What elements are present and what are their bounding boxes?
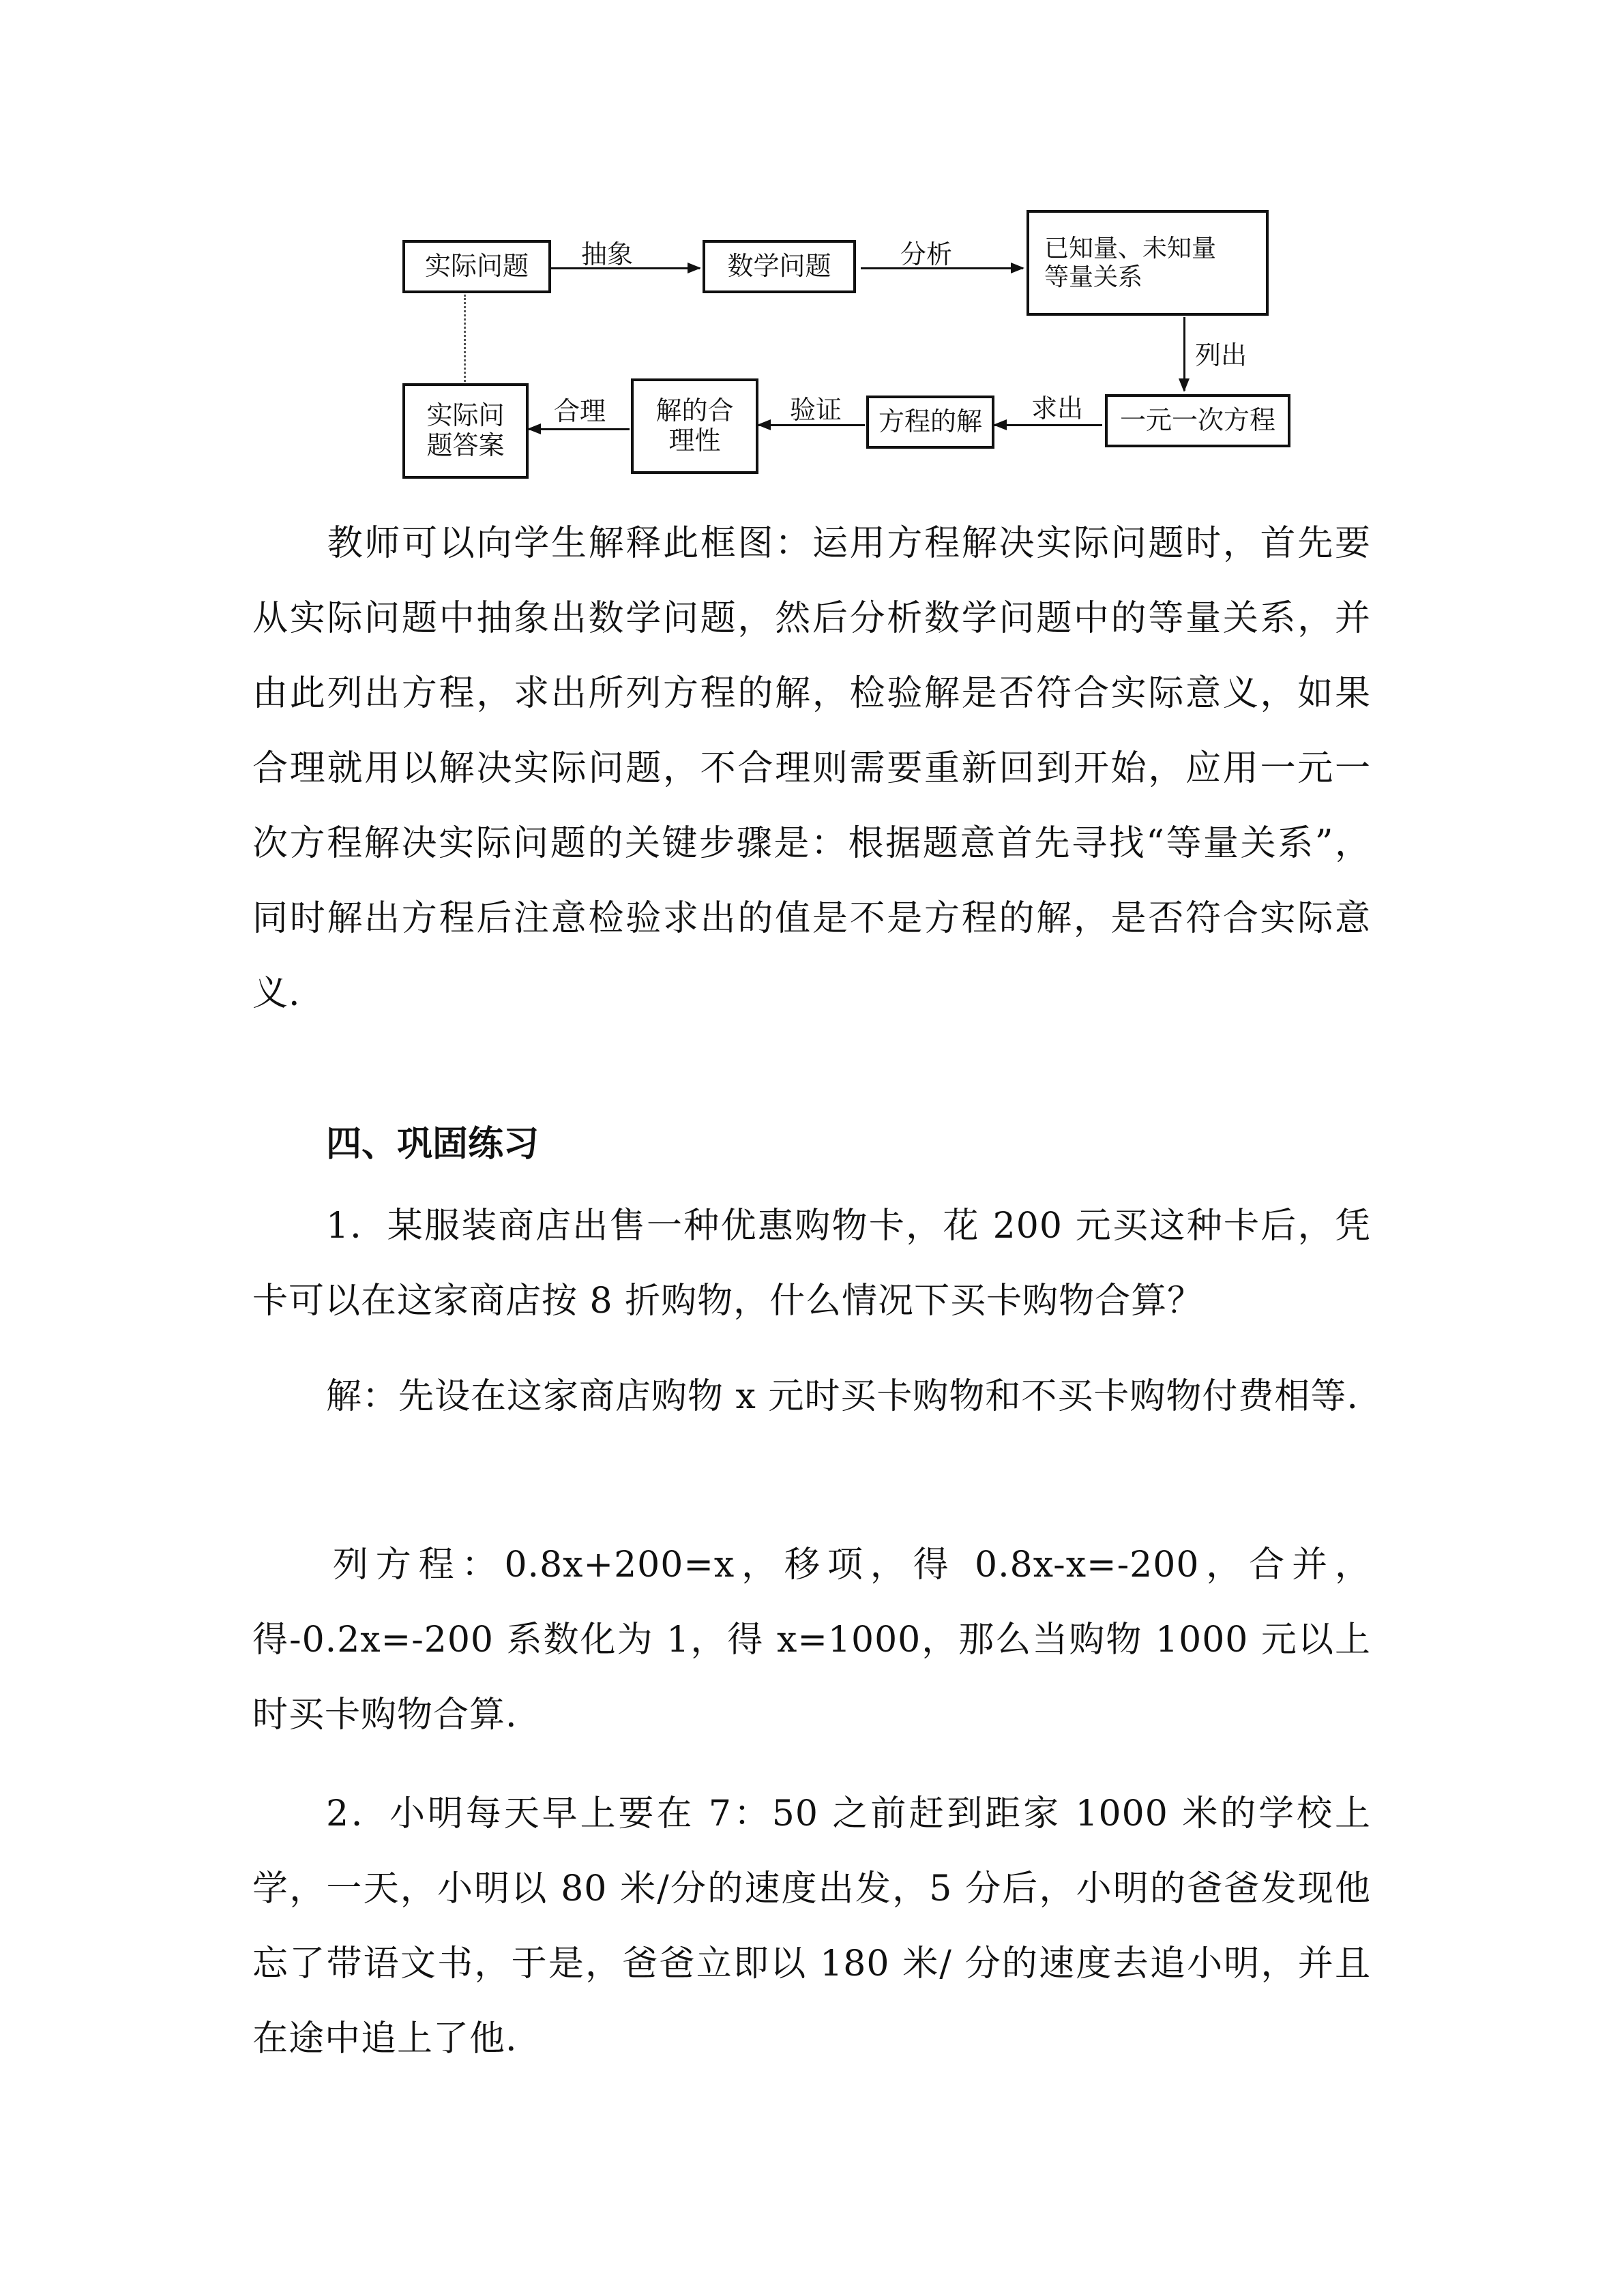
label-analyze: 分析 xyxy=(900,239,953,269)
box-actual-problem-label: 实际问题 xyxy=(424,251,529,282)
answer-1-equation xyxy=(252,1527,1371,1753)
section-heading: 四、巩固练习 xyxy=(326,1124,540,1165)
box-equation-solution xyxy=(866,396,994,449)
label-abstract: 抽象 xyxy=(581,239,634,269)
arrow-reasonable xyxy=(529,428,630,430)
explanation-paragraph xyxy=(252,506,1371,1031)
box-known-unknown-line1: 已知量、未知量 xyxy=(1044,235,1217,263)
box-actual-answer-line1: 实际问 xyxy=(426,400,505,431)
box-actual-answer-line2: 题答案 xyxy=(426,430,505,460)
arrow-list-out xyxy=(1183,317,1185,391)
answer-1-intro-text: 解：先设在这家商店购物 x 元时买卡购物和不买卡购物付费相等. xyxy=(326,1376,1359,1417)
question-1 xyxy=(252,1189,1371,1339)
answer-1-intro xyxy=(252,1359,1371,1434)
label-reasonable: 合理 xyxy=(554,396,606,426)
question-2 xyxy=(252,1776,1371,2076)
box-actual-problem xyxy=(402,240,551,293)
box-known-unknown xyxy=(1027,210,1269,316)
box-linear-equation-label: 一元一次方程 xyxy=(1119,405,1275,436)
answer-1-equation-text: 列方程：0.8x+200=x，移项，得 0.8x-x=-200，合并，得-0.2x=-200 系数化为 1，得 x=1000，那么当购物 1000 元以上时买卡购物合算. xyxy=(252,1545,1371,1735)
box-known-unknown-line2: 等量关系 xyxy=(1044,263,1143,291)
label-list-out: 列出 xyxy=(1195,340,1247,370)
label-solve-out: 求出 xyxy=(1031,393,1084,423)
box-math-problem-label: 数学问题 xyxy=(727,251,831,282)
label-verify: 验证 xyxy=(790,395,842,425)
box-reasonable-line1: 解的合 xyxy=(655,396,734,426)
box-actual-answer xyxy=(402,383,529,479)
dotted-connector xyxy=(464,295,466,382)
question-2-text: 2．小明每天早上要在 7：50 之前赶到距家 1000 米的学校上学，一天，小明以 80 米/分的速度出发，5 分后，小明的爸爸发现他忘了带语文书，于是，爸爸立即以 180 米/ 分的速度去追小明，并且在途中追上了他. xyxy=(252,1793,1371,2059)
box-math-problem xyxy=(703,240,856,293)
explanation-text: 教师可以向学生解释此框图：运用方程解决实际问题时，首先要从实际问题中抽象出数学问题，然后分析数学问题中的等量关系，并由此列出方程，求出所列方程的解，检验解是否符合实际意义，如果合理就用以解决实际问题，不合理则需要重新回到开始，应用一元一次方程解决实际问题的关键步骤是：根据题意首先寻找“等量关系”，同时解出方程后注意检验求出的值是不是方程的解，是否符合实际意义. xyxy=(252,523,1371,1014)
box-reasonable-line2: 理性 xyxy=(668,426,721,456)
flowchart-diagram xyxy=(0,0,1624,491)
box-linear-equation xyxy=(1105,394,1290,447)
box-equation-solution-label: 方程的解 xyxy=(878,406,982,437)
box-reasonable xyxy=(631,378,758,474)
question-1-text: 1．某服装商店出售一种优惠购物卡，花 200 元买这种卡后，凭卡可以在这家商店按 8 折购物，什么情况下买卡购物合算？ xyxy=(252,1206,1371,1322)
